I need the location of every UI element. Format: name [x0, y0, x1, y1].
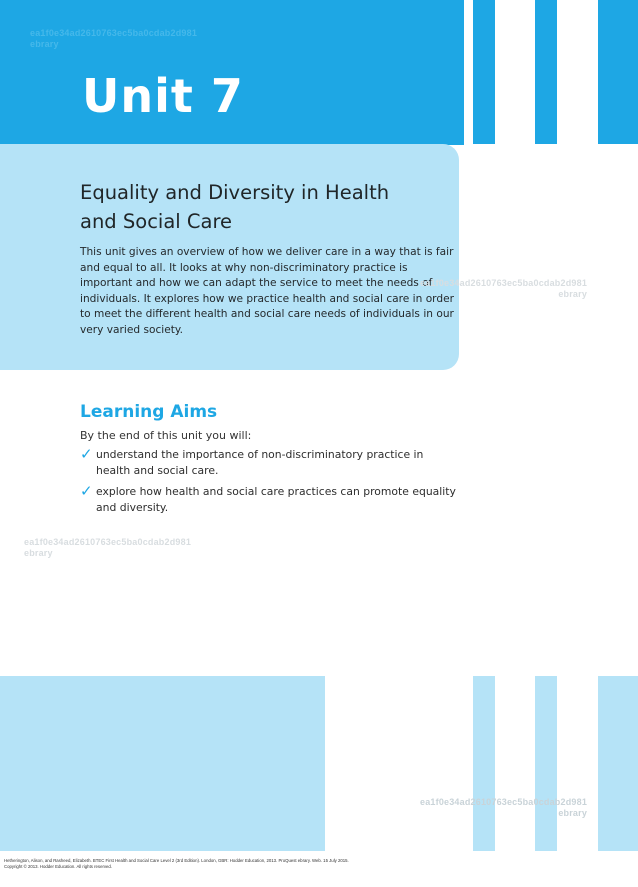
watermark-code: ea1f0e34ad2610763ec5ba0cdab2d981 [30, 28, 198, 38]
footer-band [0, 676, 325, 851]
watermark-code: ea1f0e34ad2610763ec5ba0cdab2d981 [24, 537, 192, 547]
unit-heading-line2: and Social Care [80, 210, 233, 233]
watermark-label: ebrary [24, 548, 53, 558]
header-stripe [535, 0, 557, 144]
watermark-label: ebrary [558, 808, 588, 818]
citation-text: Hetherington, Alison, and Rasheed, Elizabeth. BTEC First Health and Social Care Level 2 (3rd Edition). London, GBR: Hodder Education, 2013. ProQuest ebrary. Web. 15 July 2015. [4, 858, 349, 863]
learning-aims-list [80, 447, 460, 521]
watermark-code: ea1f0e34ad2610763ec5ba0cdab2d981 [420, 797, 588, 807]
watermark-label: ebrary [558, 289, 588, 299]
footer-stripe [535, 676, 557, 851]
watermark [24, 537, 191, 559]
header-stripe [598, 0, 638, 144]
learning-aims-heading: Learning Aims [80, 402, 218, 422]
unit-title: Unit 7 [82, 69, 244, 123]
unit-description: This unit gives an overview of how we deliver care in a way that is fair and equal to all. It looks at why non-discriminatory practice is important and how we can adapt the service to meet the needs of individuals. It explores how we practice health and social care in order to meet the different health and social care needs of individuals in our very varied society. [80, 246, 454, 336]
learning-aim-text: explore how health and social care practices can promote equality and diversity. [96, 485, 456, 514]
check-icon: ✓ [80, 482, 93, 501]
watermark-label: ebrary [30, 39, 59, 49]
watermark [420, 797, 587, 819]
list-item [80, 447, 460, 478]
header-stripe [473, 0, 495, 144]
check-icon: ✓ [80, 445, 93, 463]
unit-heading [80, 178, 440, 236]
watermark [420, 278, 587, 300]
footer-stripe [473, 676, 495, 851]
copyright-text: Copyright © 2013. Hodder Education. All rights reserved. [4, 864, 113, 869]
unit-heading-line1: Equality and Diversity in Health [80, 181, 390, 204]
footer-stripe [598, 676, 638, 851]
learning-aim-text: understand the importance of non-discriminatory practice in health and social care. [96, 448, 424, 477]
learning-aims-intro: By the end of this unit you will: [80, 429, 252, 442]
citation-footer [4, 858, 364, 870]
list-item [80, 484, 460, 515]
watermark-code: ea1f0e34ad2610763ec5ba0cdab2d981 [420, 278, 588, 288]
watermark [30, 28, 197, 50]
